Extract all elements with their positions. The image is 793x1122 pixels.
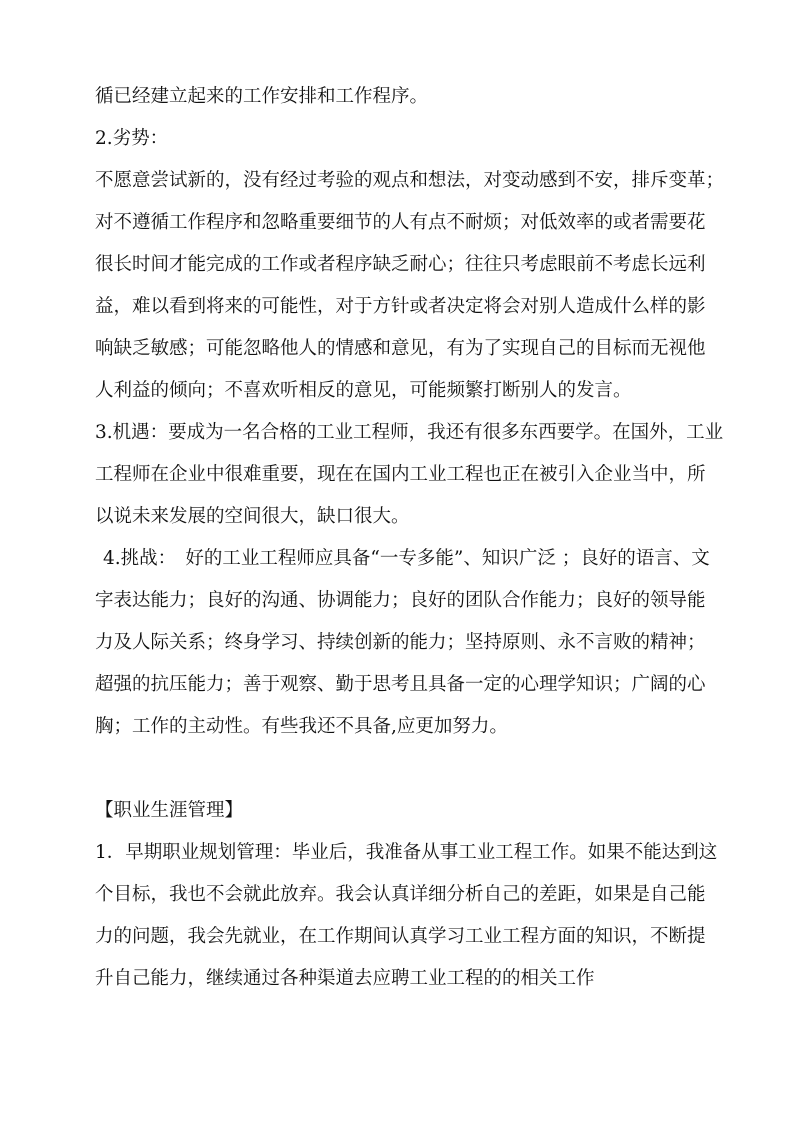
text-line-16: 胸；工作的主动性。有些我还不具备,应更加努力。 xyxy=(95,716,508,737)
text-line-15: 超强的抗压能力；善于观察、勤于思考且具备一定的心理学知识；广阔的心 xyxy=(95,674,706,695)
text-line-14: 力及人际关系；终身学习、持续创新的能力；坚持原则、永不言败的精神； xyxy=(95,632,706,653)
text-line-11: 以说未来发展的空间很大，缺口很大。 xyxy=(95,506,410,527)
text-line-5: 很长时间才能完成的工作或者程序缺乏耐心；往往只考虑眼前不考虑长远利 xyxy=(95,254,706,275)
heading-weaknesses: 2.劣势： xyxy=(95,128,169,149)
text-line-3: 不愿意尝试新的，没有经过考验的观点和想法，对变动感到不安，排斥变革； xyxy=(95,170,725,191)
section-title-career-management: 【职业生涯管理】 xyxy=(95,800,244,821)
text-line-19: 个目标，我也不会就此放弃。我会认真详细分析自己的差距，如果是自己能 xyxy=(95,884,706,905)
text-line-10: 工程师在企业中很难重要，现在在国内工业工程也正在被引入企业当中，所 xyxy=(95,464,706,485)
text-line-6: 益，难以看到将来的可能性，对于方针或者决定将会对别人造成什么样的影 xyxy=(95,296,706,317)
text-line-13: 字表达能力；良好的沟通、协调能力；良好的团队合作能力；良好的领导能 xyxy=(95,590,706,611)
text-line-4: 对不遵循工作程序和忽略重要细节的人有点不耐烦；对低效率的或者需要花 xyxy=(95,212,706,233)
heading-opportunities: 3.机遇：要成为一名合格的工业工程师，我还有很多东西要学。在国外，工业 xyxy=(95,422,724,443)
text-line-1: 循已经建立起来的工作安排和工作程序。 xyxy=(95,86,429,107)
text-line-20: 力的问题，我会先就业，在工作期间认真学习工业工程方面的知识，不断提 xyxy=(95,926,706,947)
text-line-21: 升自己能力，继续通过各种渠道去应聘工业工程的的相关工作 xyxy=(95,968,595,989)
heading-challenges: 4.挑战： 好的工业工程师应具备“一专多能”、知识广泛 ；良好的语言、文 xyxy=(103,548,710,569)
text-line-7: 响缺乏敏感；可能忽略他人的情感和意见，有为了实现自己的目标而无视他 xyxy=(95,338,706,359)
text-line-8: 人利益的倾向；不喜欢听相反的意见，可能频繁打断别人的发言。 xyxy=(95,380,632,401)
text-line-18: 1．早期职业规划管理：毕业后，我准备从事工业工程工作。如果不能达到这 xyxy=(95,842,718,863)
